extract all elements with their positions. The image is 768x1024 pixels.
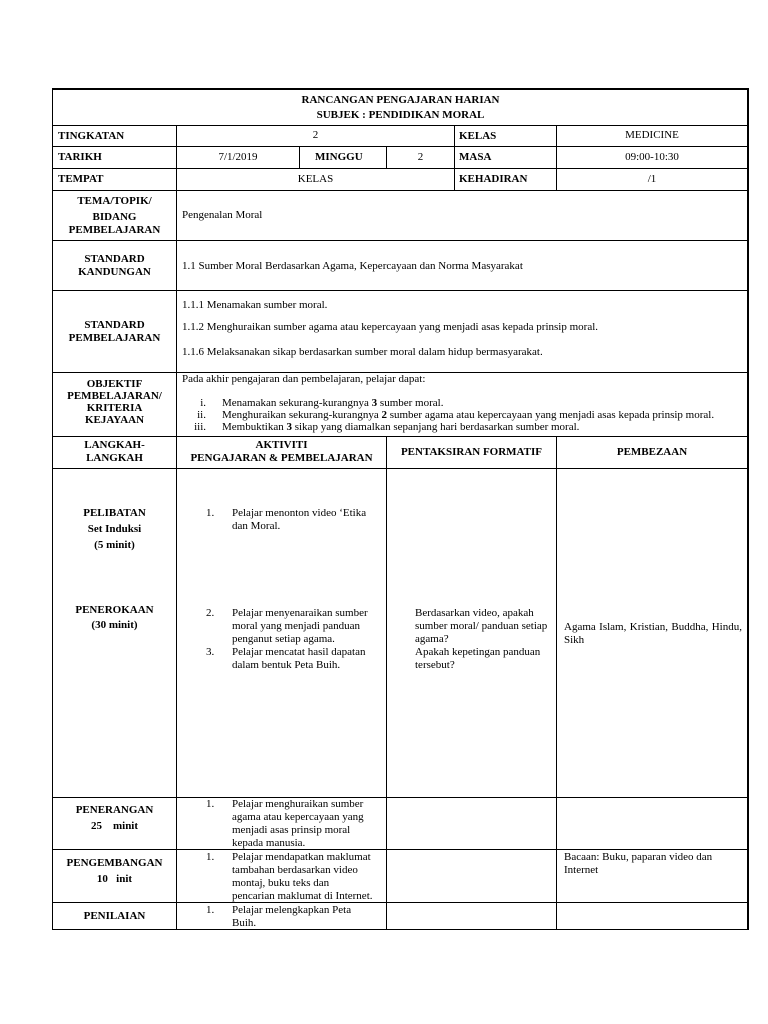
tema-label: TEMA/TOPIK/ BIDANG PEMBELAJARAN bbox=[68, 195, 161, 236]
activity-step: 1. Pelajar mendapatkan maklumat tambahan berdasarkan video montaj, buku teks dan pencarian maklumat di Internet. bbox=[206, 851, 373, 902]
tarikh-value: 7/1/2019 bbox=[218, 151, 258, 163]
tingkatan-label: TINGKATAN bbox=[58, 130, 125, 142]
standard-kandungan-label: STANDARD KANDUNGAN bbox=[78, 253, 151, 278]
objektif-label: OBJEKTIF PEMBELAJARAN/ KRITERIA KEJAYAAN bbox=[67, 378, 162, 426]
pengembangan-label: PENGEMBANGAN 10 init bbox=[66, 857, 163, 885]
standard-pembelajaran-item: 1.1.6 Melaksanakan sikap berdasarkan sumber moral dalam hidup bermasyarakat. bbox=[182, 346, 543, 358]
tempat-label: TEMPAT bbox=[58, 173, 104, 185]
masa-label: MASA bbox=[459, 151, 492, 163]
objektif-item: i. Menamakan sekurang-kurangnya 3 sumber moral. bbox=[200, 397, 444, 409]
minggu-label: MINGGU bbox=[315, 151, 363, 163]
standard-pembelajaran-item: 1.1.2 Menghuraikan sumber agama atau kepercayaan yang menjadi asas kepada prinsip moral. bbox=[182, 321, 599, 333]
penerangan-steps bbox=[206, 798, 374, 850]
activity-step: 1. Pelajar melengkapkan Peta Buih. bbox=[206, 904, 352, 929]
standard-pembelajaran-item: 1.1.1 Menamakan sumber moral. bbox=[182, 299, 328, 311]
objektif-list bbox=[176, 397, 748, 433]
tingkatan-value: 2 bbox=[312, 129, 319, 141]
kelas-value: MEDICINE bbox=[625, 129, 679, 141]
subject-title: SUBJEK : PENDIDIKAN MORAL bbox=[316, 109, 485, 121]
penerangan-label: PENERANGAN 25 minit bbox=[75, 804, 154, 832]
header-aktiviti: AKTIVITI PENGAJARAN & PEMBELAJARAN bbox=[190, 439, 373, 464]
standard-pembelajaran-label: STANDARD PEMBELAJARAN bbox=[68, 319, 161, 344]
objektif-intro: Pada akhir pengajaran dan pembelajaran, pelajar dapat: bbox=[182, 373, 426, 385]
activity-step: 2. Pelajar menyenaraikan sumber moral yang menjadi panduan penganut setiap agama. bbox=[206, 607, 368, 645]
penilaian-steps bbox=[206, 904, 374, 930]
penerokaan-steps bbox=[206, 607, 374, 672]
standard-kandungan-value: 1.1 Sumber Moral Berdasarkan Agama, Kepercayaan dan Norma Masyarakat bbox=[182, 260, 523, 272]
objektif-item: ii. Menghuraikan sekurang-kurangnya 2 sumber agama atau kepercayaan yang menjadi asas kepada prinsip moral. bbox=[197, 409, 715, 421]
activity-step: 3. Pelajar mencatat hasil dapatan dalam bentuk Peta Buih. bbox=[206, 646, 366, 671]
kehadiran-value: /1 bbox=[647, 173, 657, 185]
tempat-value: KELAS bbox=[297, 173, 334, 185]
header-pentaksiran: PENTAKSIRAN FORMATIF bbox=[400, 446, 543, 458]
minggu-value: 2 bbox=[417, 151, 424, 163]
activity-step: 1. Pelajar menonton video ‘Etika dan Moral. bbox=[206, 507, 367, 532]
penilaian-label: PENILAIAN bbox=[83, 910, 146, 922]
activity-step: 1. Pelajar menghuraikan sumber agama atau kepercayaan yang menjadi asas prinsip moral kepada manusia. bbox=[206, 798, 364, 849]
tema-value: Pengenalan Moral bbox=[182, 209, 263, 221]
kehadiran-label: KEHADIRAN bbox=[459, 173, 528, 185]
penerokaan-label: PENEROKAAN (30 minit) bbox=[75, 604, 154, 631]
penerokaan-pentaksiran: Berdasarkan video, apakah sumber moral/ panduan setiap agama? Apakah kepetingan panduan tersebut? bbox=[415, 607, 548, 671]
pelibatan-steps bbox=[206, 507, 374, 533]
header-pembezaan: PEMBEZAAN bbox=[616, 446, 688, 458]
kelas-label: KELAS bbox=[459, 130, 497, 142]
pengembangan-steps bbox=[206, 851, 374, 903]
pengembangan-pembezaan: Bacaan: Buku, paparan video dan Internet bbox=[564, 851, 713, 876]
document-title: RANCANGAN PENGAJARAN HARIAN bbox=[301, 94, 500, 106]
penerokaan-pembezaan: Agama Islam, Kristian, Buddha, Hindu, Sikh bbox=[564, 621, 742, 646]
masa-value: 09:00-10:30 bbox=[625, 151, 679, 163]
objektif-item: iii. Membuktikan 3 sikap yang diamalkan sepanjang hari berdasarkan sumber moral. bbox=[194, 421, 580, 433]
pelibatan-label: PELIBATAN Set Induksi (5 minit) bbox=[83, 507, 146, 551]
header-langkah: LANGKAH- LANGKAH bbox=[84, 439, 145, 464]
tarikh-label: TARIKH bbox=[58, 151, 102, 163]
